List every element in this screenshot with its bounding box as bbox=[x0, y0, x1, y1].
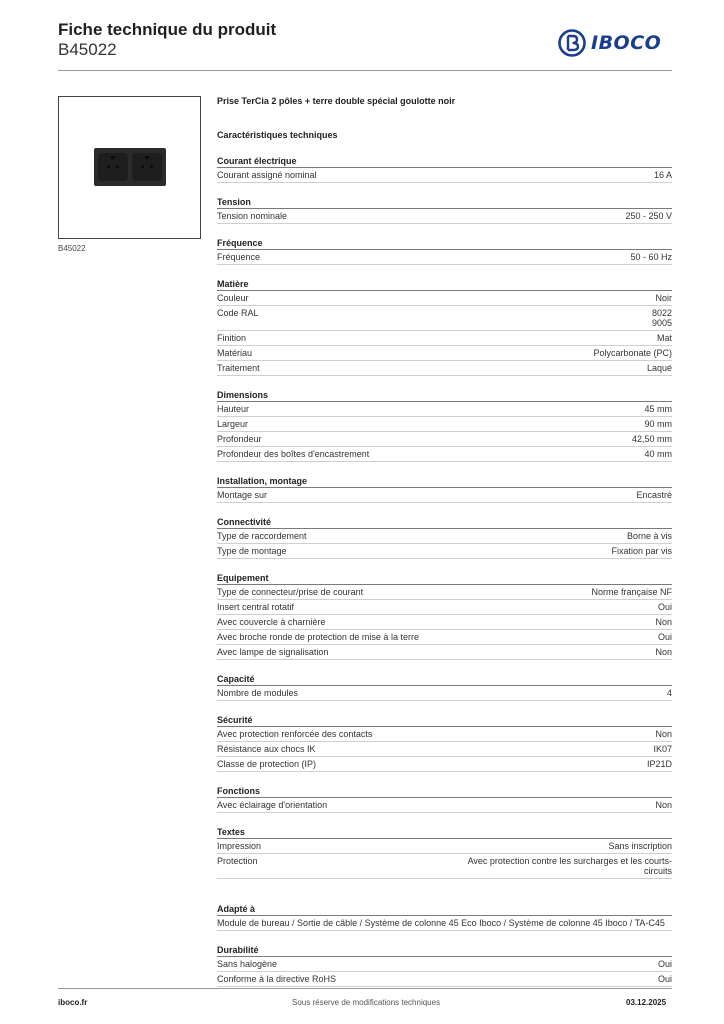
section-title: Dimensions bbox=[217, 389, 672, 402]
logo-text: IBOCO bbox=[591, 32, 662, 54]
spec-label: Type de montage bbox=[217, 546, 287, 556]
spec-label: Couleur bbox=[217, 293, 249, 303]
footer-disclaimer: Sous réserve de modifications techniques bbox=[292, 998, 441, 1007]
spec-row bbox=[217, 957, 672, 972]
section-title: Capacité bbox=[217, 673, 672, 686]
spec-value: Noir bbox=[655, 293, 672, 303]
spec-row bbox=[217, 361, 672, 376]
spec-row bbox=[217, 854, 672, 879]
section-title: Adapté à bbox=[217, 903, 672, 916]
section-title: Fréquence bbox=[217, 237, 672, 250]
section-title: Textes bbox=[217, 826, 672, 839]
spec-label: Courant assigné nominal bbox=[217, 170, 317, 180]
spec-row bbox=[217, 645, 672, 660]
spec-label: Module de bureau / Sortie de câble / Système de colonne 45 Eco Iboco / Système de colonne 45 Iboco / TA-C45 bbox=[217, 918, 665, 928]
spec-row bbox=[217, 757, 672, 772]
spec-row bbox=[217, 615, 672, 630]
spec-row bbox=[217, 331, 672, 346]
header-divider bbox=[58, 70, 672, 71]
spec-row bbox=[217, 209, 672, 224]
spec-row bbox=[217, 432, 672, 447]
spec-label: Avec broche ronde de protection de mise à la terre bbox=[217, 632, 419, 642]
spec-value: Encastré bbox=[636, 490, 672, 500]
section-title: Equipement bbox=[217, 572, 672, 585]
section-title: Matière bbox=[217, 278, 672, 291]
socket-outlet-icon bbox=[98, 153, 128, 181]
spec-label: Conforme à la directive RoHS bbox=[217, 974, 337, 984]
spec-label: Matériau bbox=[217, 348, 253, 358]
spec-row bbox=[217, 402, 672, 417]
spec-label: Avec lampe de signalisation bbox=[217, 647, 329, 657]
spec-label: Nombre de modules bbox=[217, 688, 299, 698]
spec-value: Non bbox=[655, 729, 672, 739]
spec-row bbox=[217, 600, 672, 615]
spec-label: Profondeur bbox=[217, 434, 262, 444]
spec-value: Avec protection contre les surcharges et les courts- circuits bbox=[467, 856, 672, 876]
spec-section bbox=[217, 572, 672, 660]
spec-row bbox=[217, 544, 672, 559]
spec-value: Oui bbox=[657, 974, 672, 984]
spec-label: Finition bbox=[217, 333, 247, 343]
spec-value: Oui bbox=[657, 602, 672, 612]
section-title: Tension bbox=[217, 196, 672, 209]
spec-value: Non bbox=[655, 647, 672, 657]
spec-row bbox=[217, 630, 672, 645]
spec-value: 250 - 250 V bbox=[625, 211, 672, 221]
iboco-logo bbox=[558, 28, 661, 58]
spec-section bbox=[217, 714, 672, 772]
spec-row bbox=[217, 417, 672, 432]
spec-row bbox=[217, 346, 672, 361]
spec-row bbox=[217, 686, 672, 701]
spec-row bbox=[217, 798, 672, 813]
spec-value: 16 A bbox=[653, 170, 672, 180]
spec-value: Fixation par vis bbox=[611, 546, 672, 556]
spec-row bbox=[217, 742, 672, 757]
spec-label: Classe de protection (IP) bbox=[217, 759, 317, 769]
spec-row bbox=[217, 447, 672, 462]
spec-label: Résistance aux chocs IK bbox=[217, 744, 316, 754]
spec-value: 40 mm bbox=[644, 449, 672, 459]
spec-value: 90 mm bbox=[644, 419, 672, 429]
spec-section bbox=[217, 903, 672, 931]
spec-value: Oui bbox=[657, 632, 672, 642]
spec-row bbox=[217, 250, 672, 265]
spec-section bbox=[217, 196, 672, 224]
spec-value: Laqué bbox=[646, 363, 672, 373]
spec-sections bbox=[217, 155, 672, 987]
footer-divider bbox=[58, 988, 672, 989]
spec-value: Sans inscription bbox=[608, 841, 672, 851]
spec-row bbox=[217, 972, 672, 987]
spec-label: Largeur bbox=[217, 419, 249, 429]
spec-label: Avec protection renforcée des contacts bbox=[217, 729, 373, 739]
spec-label: Avec éclairage d'orientation bbox=[217, 800, 328, 810]
spec-section bbox=[217, 389, 672, 462]
specs-heading: Caractéristiques techniques bbox=[217, 130, 338, 140]
image-caption: B45022 bbox=[58, 244, 86, 253]
spec-section bbox=[217, 278, 672, 376]
spec-value: Oui bbox=[657, 959, 672, 969]
double-socket-image bbox=[94, 148, 166, 186]
spec-section bbox=[217, 475, 672, 503]
page-title: Fiche technique du produit bbox=[58, 20, 277, 39]
section-title: Installation, montage bbox=[217, 475, 672, 488]
spec-label: Fréquence bbox=[217, 252, 261, 262]
spec-label: Type de raccordement bbox=[217, 531, 307, 541]
spec-label: Sans halogène bbox=[217, 959, 278, 969]
socket-outlet-icon bbox=[132, 153, 162, 181]
footer-website: iboco.fr bbox=[58, 998, 88, 1007]
spec-section bbox=[217, 673, 672, 701]
spec-row bbox=[217, 529, 672, 544]
spec-label: Profondeur des boîtes d'encastrement bbox=[217, 449, 370, 459]
spec-row bbox=[217, 916, 672, 931]
spec-value: Non bbox=[655, 800, 672, 810]
spec-label: Tension nominale bbox=[217, 211, 288, 221]
spec-label: Hauteur bbox=[217, 404, 250, 414]
spec-section bbox=[217, 516, 672, 559]
spec-value: Mat bbox=[656, 333, 672, 343]
spec-row bbox=[217, 168, 672, 183]
spec-row bbox=[217, 488, 672, 503]
footer-date: 03.12.2025 bbox=[626, 998, 667, 1007]
spec-row bbox=[217, 585, 672, 600]
spec-section bbox=[217, 155, 672, 183]
spec-section bbox=[217, 944, 672, 987]
spec-value: Borne à vis bbox=[626, 531, 672, 541]
spec-row bbox=[217, 291, 672, 306]
spec-row bbox=[217, 306, 672, 331]
product-name: Prise TerCia 2 pôles + terre double spécial goulotte noir bbox=[217, 96, 456, 106]
spec-value: 42,50 mm bbox=[631, 434, 672, 444]
spec-content bbox=[217, 96, 672, 987]
spec-label: Code RAL bbox=[217, 308, 259, 318]
spec-value: 4 bbox=[666, 688, 672, 698]
spec-value: Non bbox=[655, 617, 672, 627]
spec-label: Traitement bbox=[217, 363, 260, 373]
spec-value: 45 mm bbox=[644, 404, 672, 414]
spec-section bbox=[217, 826, 672, 879]
spec-label: Montage sur bbox=[217, 490, 268, 500]
product-code: B45022 bbox=[58, 40, 117, 59]
section-title: Durabilité bbox=[217, 944, 672, 957]
spec-label: Protection bbox=[217, 856, 258, 866]
spec-value: 8022 9005 bbox=[651, 308, 672, 328]
spec-row bbox=[217, 839, 672, 854]
section-title: Connectivité bbox=[217, 516, 672, 529]
spec-section bbox=[217, 237, 672, 265]
spec-value: IK07 bbox=[653, 744, 672, 754]
spec-section bbox=[217, 785, 672, 813]
product-image bbox=[58, 96, 201, 239]
spec-value: 50 - 60 Hz bbox=[630, 252, 672, 262]
section-title: Courant électrique bbox=[217, 155, 672, 168]
spec-label: Type de connecteur/prise de courant bbox=[217, 587, 364, 597]
iboco-logo-icon bbox=[558, 29, 586, 57]
spec-label: Insert central rotatif bbox=[217, 602, 295, 612]
section-title: Fonctions bbox=[217, 785, 672, 798]
section-title: Sécurité bbox=[217, 714, 672, 727]
spec-label: Avec couvercle à charnière bbox=[217, 617, 326, 627]
spec-value: Norme française NF bbox=[591, 587, 672, 597]
spec-row bbox=[217, 727, 672, 742]
spec-value: IP21D bbox=[646, 759, 672, 769]
spec-value: Polycarbonate (PC) bbox=[593, 348, 672, 358]
spec-label: Impression bbox=[217, 841, 262, 851]
